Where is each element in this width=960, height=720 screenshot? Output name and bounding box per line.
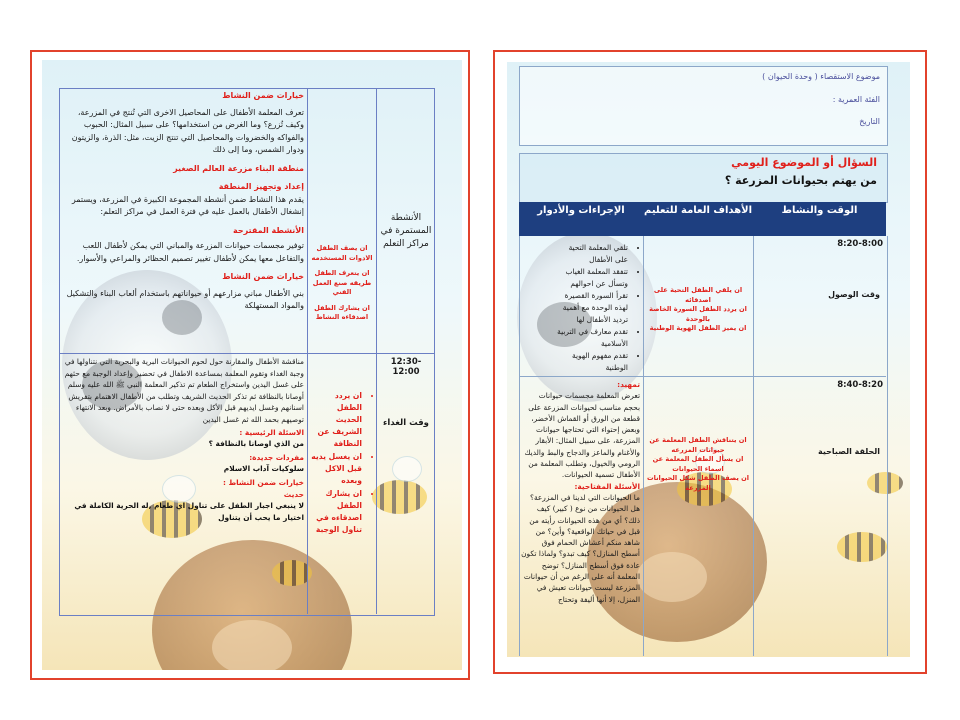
objective-item: ان يتناقش الطفل المعلمة عن حيوانات المزرعه <box>649 436 747 454</box>
procedure-item: • تقدم مفهوم الهوية الوطنية <box>556 350 628 373</box>
section-heading: خيارات ضمن النشاط : <box>222 477 304 487</box>
column-header-objectives: الأهداف العامة للتعليم <box>644 205 752 216</box>
objective-item: • ان يشارك الطفل اصدقاءه في تناول الوجبة <box>310 488 362 536</box>
objective-item: ان يسأل الطفل المعلمة عن اسماء الحيوانات <box>652 455 744 473</box>
continuing-activities-objectives <box>310 244 374 323</box>
objective-item: ان يصف الطفل الادوات المستخدمه <box>311 244 373 262</box>
intro-text: تعرض المعلمة مجسمات حيوانات بحجم مناسب لحيوانات المزرعة على قطعة من الورق أو القماش الأخضر، وبعض إحتواء التي تحتاجها حيوانات المزرعة، على سبيل المثال: الأبقار والأغنام والماعز والدجاج والبط والديك الرومي والخيول، وتطلب المعلمة من الأطفال تسمية الحيوانات. <box>524 391 640 480</box>
procedure-item: • تقرأ السورة القصيرة لهذه الوحدة مع أهمية ترديد الأطفال لها <box>556 290 628 325</box>
section-heading: مفردات جديدة: <box>249 452 304 462</box>
table-divider <box>643 236 644 656</box>
key-question: من الذي اوصانا بالنظافة ؟ <box>208 439 304 449</box>
procedure-item: • تلقي المعلمة التحية على الأطفال <box>556 242 628 265</box>
objective-item: • ان يغسل يديه قبل الاكل وبعده <box>310 451 362 487</box>
objective-item: • ان يردد الطفل الحديث الشريف عن النظافة <box>310 390 362 450</box>
objective-item: ان يلقي الطفل التحية على اصدقائه <box>653 286 743 304</box>
section-heading: الأنشطة المقترحة <box>233 225 304 235</box>
continuing-activities-procedures <box>62 90 304 313</box>
section-subheading: حديث <box>283 489 304 499</box>
lunch-label: وقت الغداء <box>383 418 429 428</box>
procedure-item: • تتفقد المعلمة الغياب وتسأل عن احوالهم <box>556 266 628 289</box>
daily-question-text: من يهتم بحيوانات المزرعة ؟ <box>724 174 877 187</box>
section-text: يقدم هذا النشاط ضمن أنشطة المجموعة الكبيرة في المزرعة، ويستمر إنشغال الأطفال بالعمل عليه في فترة العمل في مراكز التعلم: <box>71 194 304 216</box>
arrival-procedures <box>556 242 640 375</box>
section-text: توفير مجسمات حيوانات المزرعة والمباني التي يمكن لأطفال اللعب والتفاعل معها يمكن لأطفال تغيير تصميم الحظائر والمراعي والأسوار. <box>76 241 304 263</box>
section-heading: الاسئلة الرئيسية : <box>239 427 304 437</box>
daily-question-title: السؤال أو الموضوع اليومي <box>731 156 877 169</box>
date-field: التاريخ <box>859 117 880 126</box>
objective-item: ان يردد الطفل السورة الخاصة بالوحدة <box>649 305 747 323</box>
table-divider <box>59 353 434 354</box>
section-text: تعرف المعلمة الأطفال على المحاصيل الاخرى التي تُنتج في المزرعة، وكيف تُزرع؟ وما الغرض من استخدامها؟ على سبيل المثال: الحبوب والفواكه والخضروات والمحاصيل التي تنتج الزيت، مثل: الذرة، والزيتون ودوار الشمس، وما إلى ذلك <box>71 107 304 154</box>
morning-circle-procedures <box>521 379 640 655</box>
column-header-procedures: الإجراءات والأدوار <box>537 205 625 216</box>
arrival-time: 8:20-8:00 <box>837 239 883 249</box>
lunch-procedures <box>62 356 304 523</box>
morning-circle-time: 8:40-8:20 <box>837 380 883 390</box>
morning-circle-objectives <box>646 436 750 493</box>
objective-item: ان يتعرف الطفل طريقه صنع العمل الفني <box>312 269 372 296</box>
procedure-item: • تقدم معارف في التربية الأسلامية <box>556 326 628 349</box>
key-questions-text: ما الحيوانات التي لدينا في المزرعة؟ هل الحيوانات من نوع ( كبير) كيف ذلك؟ أي من هذه الحيوانات رأيته من قبل في حياتك الواقعية؟ وأين؟ من شاهد منكم أعشاش الحمام فوق أسطح المنازل؟ كيف تبدو؟ ولماذا تكون عادة فوق أسطح المنازل؟ توضح المعلمة أنه على الرغم من أن حيوانات المزرعة ليست حيوانات تعيش في المنزل، إلا أنها أليفة وتحتاج <box>521 492 640 604</box>
table-divider <box>753 236 754 656</box>
column-header-time-activity: الوقت والنشاط <box>781 205 858 216</box>
bear-muzzle-decoration <box>212 620 292 670</box>
section-text: بني الأطفال مباني مزارعهم أو حيواناتهم باستخدام ألعاب البناء والتشكيل والمواد المستهلكة <box>66 288 304 310</box>
objective-item: ان يميز الطفل الهوية الوطنية <box>649 324 747 332</box>
lunch-time: 12:30-12:00 <box>390 357 422 377</box>
morning-circle-label: الحلقة الصباحية <box>818 447 880 456</box>
section-heading: منطقة البناء مزرعة العالم الصغير <box>173 163 304 173</box>
table-divider <box>519 376 886 377</box>
objective-item: ان يشارك الطفل اصدقاءه النشاط <box>314 303 370 321</box>
vocabulary: سلوكيات آداب الاسلام <box>223 464 304 474</box>
inquiry-topic: موضوع الاستقصاء ( وحدة الحيوان ) <box>762 72 880 81</box>
lunch-objectives <box>310 390 374 537</box>
objective-item: ان يصف الطفل شكل الحيوانات المزرعة <box>646 474 750 492</box>
section-heading: تمهيد: <box>617 380 640 389</box>
table-divider <box>376 88 377 614</box>
section-heading: إعداد وتجهيز المنطقة <box>218 182 304 191</box>
section-heading: خيارات ضمن النشاط <box>222 91 304 100</box>
section-heading: الأسئلة المفتاحية: <box>574 481 640 491</box>
lunch-text: مناقشة الأطفال والمقارنة حول لحوم الحيوانات البرية والبحرية التي نتناولها في وجبة الغداء وتقوم المعلمة بمساعدة الاطفال في تحضير وإعداد الوجبة مع حثهم على غسل اليدين واستخراج الطعام تم تذكير المعلمة النبي ﷺ الله عليه وسلم أوصانا بالنظافة ثم تذكر الحديث الشريف وتطلب من الأطفال الاهتمام بتفريش اسنانهم وغسل ايديهم قبل الأكل وبعده حتى لا نصاب بالأمراض. وبعد الانتهاء توصيهم بحمد الله ثم غسل اليدين <box>64 357 304 424</box>
section-heading: خيارات ضمن النشاط <box>222 272 304 281</box>
age-group: الفئة العمرية : <box>832 95 880 104</box>
activity-option-text: لا ينبغي اجبار الطفل على تناول اي طعام ,له الحرية الكاملة في اختيار ما يحب أن يتناول <box>74 501 304 522</box>
arrival-objectives <box>646 286 750 334</box>
continuing-activities-label: الأنشطة المستمرة في مراكز التعلم <box>380 213 432 249</box>
arrival-label: وقت الوصول <box>828 290 880 299</box>
table-divider <box>307 88 308 614</box>
